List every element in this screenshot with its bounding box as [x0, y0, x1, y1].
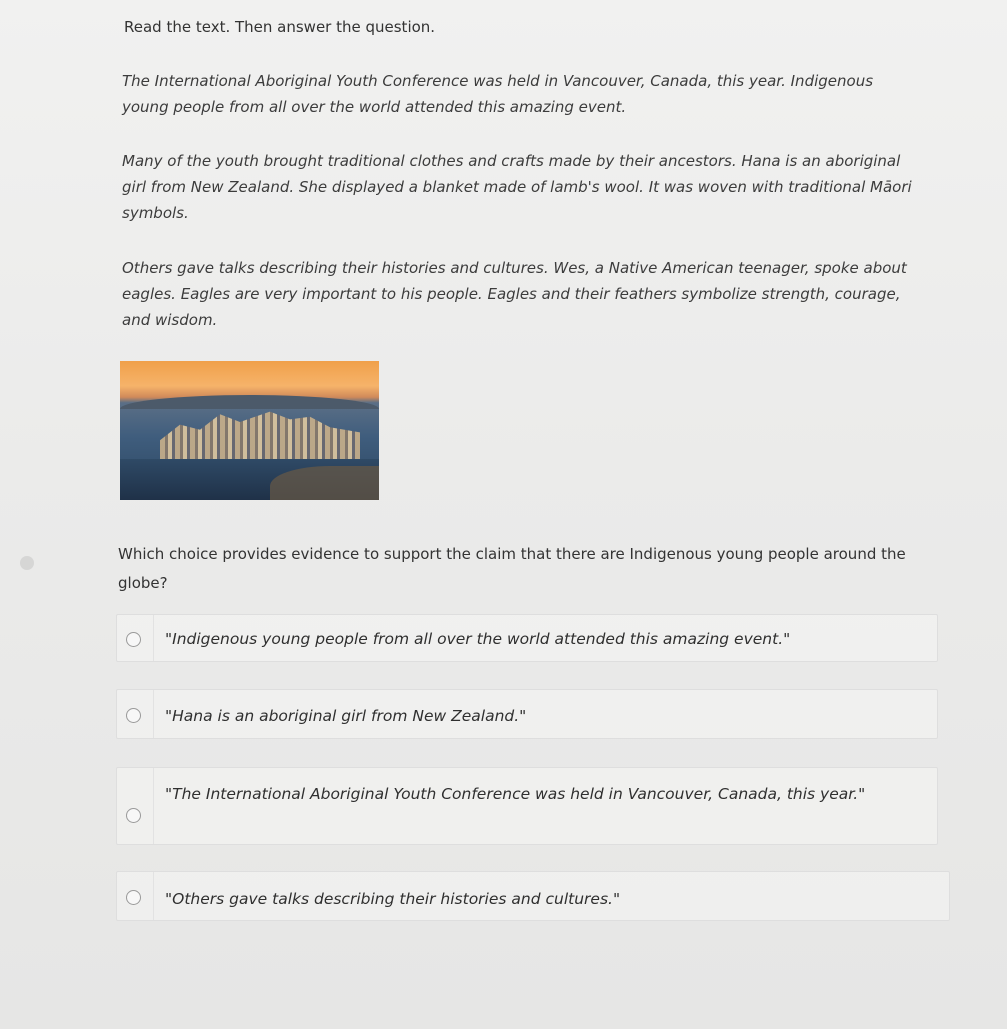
radio-circle-icon[interactable]: [126, 890, 141, 905]
answer-choice-3[interactable]: [116, 767, 938, 845]
radio-circle-icon[interactable]: [126, 632, 141, 647]
divider: [153, 690, 154, 738]
passage-paragraph-2: Many of the youth brought traditional clothes and crafts made by their ancestors. Hana is an aboriginal girl from New Zealand. She displayed a blanket made of lamb's wool. It was woven with traditional Māori symbols.: [122, 152, 912, 222]
answer-choice-2[interactable]: [116, 689, 938, 739]
choice-label: "Indigenous young people from all over the world attended this amazing event.": [165, 630, 791, 648]
choice-label: "Hana is an aboriginal girl from New Zealand.": [165, 707, 527, 725]
question-text: Which choice provides evidence to support the claim that there are Indigenous young people around the globe?: [118, 545, 906, 592]
vancouver-skyline-photo: [120, 361, 379, 500]
cursor-indicator: [20, 556, 34, 570]
mountains-silhouette: [120, 395, 379, 409]
answer-choice-1[interactable]: [116, 614, 938, 662]
radio-circle-icon[interactable]: [126, 708, 141, 723]
divider: [153, 615, 154, 661]
choice-label: "Others gave talks describing their histories and cultures.": [165, 890, 621, 908]
city-buildings: [160, 409, 360, 461]
choice-label: "The International Aboriginal Youth Conference was held in Vancouver, Canada, this year.": [165, 785, 866, 803]
instructions: Read the text. Then answer the question.: [124, 18, 436, 36]
answer-choice-4[interactable]: [116, 871, 950, 921]
divider: [153, 768, 154, 844]
shoreline: [270, 466, 379, 500]
divider: [153, 872, 154, 920]
passage-paragraph-3: Others gave talks describing their histories and cultures. Wes, a Native American teenager, spoke about eagles. Eagles are very important to his people. Eagles and their feathers symbolize strength, courage, and wisdom.: [122, 259, 907, 329]
passage-paragraph-1: The International Aboriginal Youth Conference was held in Vancouver, Canada, this year. Indigenous young people from all over the world attended this amazing event.: [122, 72, 874, 116]
radio-circle-icon[interactable]: [126, 808, 141, 823]
